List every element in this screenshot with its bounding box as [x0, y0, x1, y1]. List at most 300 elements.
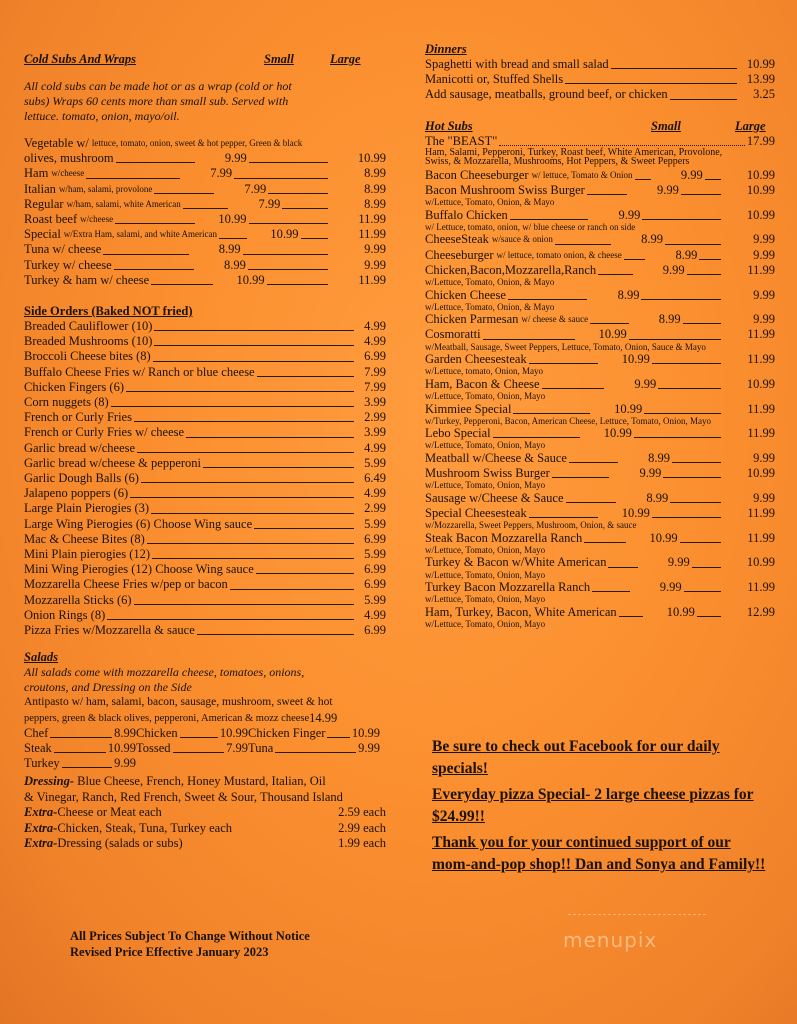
price: 11.99: [747, 580, 775, 595]
item-name: Garlic bread w/cheese: [24, 440, 136, 455]
price: 5.99: [364, 592, 386, 607]
small-price: 10.99: [598, 327, 627, 342]
item-name: Mozzarella Cheese Fries w/pep or bacon: [24, 577, 228, 592]
leader: [705, 179, 721, 180]
salad-name: Tossed: [136, 740, 171, 755]
price: 2.99: [364, 410, 386, 425]
dressing: [24, 773, 386, 805]
leader: [641, 299, 721, 300]
extra-price: 1.99 each: [338, 835, 386, 850]
note-line: lettuce. tomato, onion, mayo/oil.: [24, 109, 180, 123]
item-name: Regular: [24, 196, 64, 211]
menu-item-row: [425, 605, 775, 620]
salad-item: [24, 741, 136, 756]
sides-list: [24, 319, 386, 638]
price: 8.99: [364, 196, 387, 211]
menu-item-row: [24, 410, 386, 425]
promo-pizza: Everyday pizza Special- 2 large cheese pizzas for $24.99!!: [432, 786, 754, 825]
price: 9.99: [753, 232, 775, 247]
price: 11.99: [358, 212, 386, 227]
item-desc: w/Lettuce, Tomato, Onion, Mayo: [425, 594, 546, 605]
extra-row: [24, 805, 386, 820]
salad-price: 8.99: [114, 725, 136, 740]
menu-item-row: [24, 532, 386, 547]
menu-item-row: [24, 242, 386, 257]
menu-item-row-head: [24, 136, 386, 151]
price: 4.99: [364, 440, 386, 455]
price: 3.99: [364, 395, 386, 410]
hot-subs-list: [425, 168, 775, 630]
leader: [86, 178, 180, 179]
price: 3.99: [364, 425, 386, 440]
menu-item-row: [24, 319, 386, 334]
promo-thanks: Thank you for your continued support of our mom-and-pop shop!! Dan and Sonya and Family!!: [432, 834, 766, 873]
watermark-logo: menupix: [563, 928, 658, 952]
leader: [114, 269, 194, 270]
note-line: subs) Wraps 60 cents more than small sub. Served with: [24, 94, 289, 108]
item-name: Tuna w/ cheese: [24, 242, 102, 257]
salad-price: 10.99: [351, 725, 380, 740]
item-detail: w/ham, salami, white American: [66, 198, 181, 209]
price: 11.99: [747, 426, 776, 441]
item-desc: w/Lettuce, Tomato, Onion, Mayo: [425, 440, 546, 451]
price: 10.99: [746, 555, 776, 570]
item-name: Ham, Bacon & Cheese: [425, 376, 540, 391]
price: 4.99: [364, 486, 386, 501]
sides-title: Side Orders (Baked NOT fried): [24, 304, 193, 319]
price: 9.99: [753, 450, 775, 465]
leader: [493, 437, 580, 438]
leader: [508, 299, 588, 300]
menu-item-row: [24, 349, 386, 364]
leader: [256, 573, 354, 574]
extra-row: [24, 821, 386, 836]
extra-text: Cheese or Meat each: [57, 805, 162, 820]
item-name: Ham, Turkey, Bacon, White American: [425, 604, 617, 619]
item-detail: w/ lettuce, Tomato & Onion: [531, 169, 633, 180]
salad-name: Chicken: [136, 725, 178, 740]
price: 6.99: [364, 623, 386, 638]
item-name: Ham: [24, 166, 49, 181]
antipasto-line-1: [24, 695, 386, 710]
leader: [658, 388, 721, 389]
leader: [670, 99, 737, 100]
price: 11.99: [358, 227, 386, 242]
extras-list: [24, 805, 386, 851]
item-name: Spaghetti with bread and small salad: [425, 57, 609, 71]
small-price: 7.99: [244, 181, 267, 196]
small-price: 9.99: [639, 466, 662, 481]
item-desc: w/Lettuce, Tomato, Onion, Mayo: [425, 544, 546, 555]
item-name: Mushroom Swiss Burger: [425, 466, 550, 481]
price: 8.99: [364, 181, 387, 196]
menu-item-row: [425, 580, 775, 595]
item-desc: w/Lettuce, Tomato, Onion, Mayo: [425, 569, 546, 580]
menu-item-row: [425, 87, 775, 102]
price: 4.99: [364, 319, 386, 334]
leader: [565, 83, 737, 84]
item-name: Bacon Mushroom Swiss Burger: [425, 183, 585, 198]
salad-name: Turkey: [24, 756, 60, 771]
leader: [592, 591, 629, 592]
leader: [152, 558, 354, 559]
cold-subs-list: [24, 136, 386, 288]
item-name: Garlic Dough Balls (6): [24, 471, 139, 486]
note-line: All cold subs can be made hot or as a wrap (cold or hot: [24, 79, 292, 93]
item-name: Buffalo Cheese Fries w/ Ranch or blue cheese: [24, 364, 255, 379]
leader: [555, 244, 611, 245]
leader: [257, 376, 354, 377]
price: 11.99: [358, 272, 386, 287]
menu-item-row: [24, 593, 386, 608]
item-name: Chicken Fingers (6): [24, 379, 124, 394]
salad-price: 9.99: [358, 740, 380, 755]
item-desc: w/Lettuce, Tomato, Onion, & Mayo: [425, 301, 555, 312]
leader: [243, 254, 328, 255]
beast-name: The "BEAST": [425, 133, 498, 148]
item-desc: w/Lettuce, Tomato, Onion, Mayo: [425, 619, 546, 630]
leader: [680, 542, 721, 543]
menu-item-row: [425, 451, 775, 466]
menu-item-row: [425, 402, 775, 417]
item-detail: w/cheese: [80, 214, 114, 225]
item-name: Mini Wing Pierogies (12) Choose Wing sauce: [24, 562, 254, 577]
menu-item-row: [24, 517, 386, 532]
leader: [137, 452, 354, 453]
cold-subs-large-label: Large: [330, 52, 361, 66]
extra-label: Extra-: [24, 805, 58, 820]
leader: [681, 194, 721, 195]
menu-item-row: [425, 168, 775, 183]
menu-item-row: [425, 426, 775, 441]
leader: [151, 513, 354, 514]
leader: [154, 330, 354, 331]
cold-subs-note: [24, 79, 386, 124]
menu-item-row: [24, 182, 386, 197]
item-name: French or Curly Fries w/ cheese: [24, 425, 185, 440]
menu-item-row: [24, 197, 386, 212]
menu-item-row: [425, 466, 775, 481]
item-desc: w/Turkey, Pepperoni, Bacon, American Cheese, Lettuce, Tomato, Onion, Mayo: [425, 415, 711, 426]
item-detail: w/ lettuce, tomato onion, & cheese: [496, 249, 622, 260]
small-price: 8.99: [646, 490, 669, 505]
menu-item-row: [425, 288, 775, 303]
menu-item-row: [24, 258, 386, 273]
menu-item-row: [425, 72, 775, 87]
small-price: 8.99: [658, 312, 681, 327]
salad-grid-row: [24, 726, 386, 741]
menu-item-row: [425, 248, 775, 263]
leader: [684, 591, 721, 592]
dinners-list: [425, 57, 775, 103]
hot-subs-title: Hot Subs: [425, 118, 473, 133]
menu-item-row: [425, 555, 775, 570]
price: 6.99: [364, 349, 386, 364]
leader: [590, 323, 628, 324]
small-price: 10.99: [218, 212, 247, 227]
item-name: Roast beef: [24, 212, 78, 227]
small-price: 8.99: [223, 257, 246, 272]
leader: [50, 737, 112, 738]
menu-item-row: [24, 486, 386, 501]
item-name: Turkey Bacon Mozzarella Ranch: [425, 580, 591, 595]
leader: [611, 68, 737, 69]
small-price: 10.99: [614, 401, 643, 416]
menu-item-row: [425, 312, 775, 327]
leader: [282, 208, 328, 209]
item-name: Onion Rings (8): [24, 607, 106, 622]
item-desc: w/Lettuce, Tomato, Onion, Mayo: [425, 391, 546, 402]
item-name: Breaded Cauliflower (10): [24, 319, 153, 334]
price: 11.99: [747, 352, 776, 367]
menu-item-row: [24, 623, 386, 638]
small-price: 8.99: [648, 450, 670, 465]
item-name: Manicotti or, Stuffed Shells: [425, 72, 564, 87]
item-name: Garlic bread w/cheese & pepperoni: [24, 455, 202, 470]
price: 5.99: [364, 547, 386, 562]
item-name: Special Cheesesteak: [425, 506, 527, 521]
footer-line-2: Revised Price Effective January 2023: [70, 945, 269, 959]
leader: [483, 339, 575, 340]
right-column: [425, 42, 776, 873]
item-desc: w/Mozzarella, Sweet Peppers, Mushroom, Onion, & sauce: [425, 520, 637, 531]
item-desc: w/Meatball, Sausage, Sweet Peppers, Lettuce, Tomato, Onion, Sauce & Mayo: [425, 341, 706, 352]
leader: [566, 502, 617, 503]
leader: [569, 462, 618, 463]
price: 9.99: [364, 257, 386, 272]
item-detail: w/sauce & onion: [491, 234, 553, 245]
item-name: Mozzarella Sticks (6): [24, 592, 132, 607]
item-name: Lebo Special: [425, 426, 491, 441]
small-price: 7.99: [258, 196, 281, 211]
salad-grid-row: [24, 741, 386, 756]
leader: [134, 604, 354, 605]
salads-title: Salads: [24, 650, 59, 665]
salad-price: 9.99: [114, 756, 136, 771]
small-price: 10.99: [621, 352, 650, 367]
note-line: All salads come with mozzarella cheese, tomatoes, onions,: [24, 665, 305, 680]
leader: [154, 345, 354, 346]
leader: [529, 363, 598, 364]
item-name: Chicken Cheese: [425, 287, 506, 302]
leader: [587, 194, 627, 195]
salad-price: 10.99: [107, 740, 136, 755]
item-name: Turkey & ham w/ cheese: [24, 272, 150, 287]
item-name: Large Wing Pierogies (6) Choose Wing sauce: [24, 516, 253, 531]
leader: [154, 193, 214, 194]
menu-item-row: [425, 531, 775, 546]
leader: [510, 219, 589, 220]
salad-name: Tuna: [248, 740, 274, 755]
price: 10.99: [746, 183, 775, 198]
salad-name: Chicken Finger: [248, 725, 326, 740]
leader: [634, 437, 721, 438]
price: 10.99: [746, 207, 775, 222]
salad-item: [136, 741, 248, 756]
leader: [111, 406, 354, 407]
price: 9.99: [753, 312, 776, 327]
item-name: olives, mushroom: [24, 151, 114, 166]
price: 10.99: [746, 376, 775, 391]
footer-line-1: All Prices Subject To Change Without Notice: [70, 929, 310, 943]
leader: [499, 145, 745, 146]
item-detail: w/ham, salami, provolone: [58, 183, 153, 194]
extra-label: Extra-: [24, 835, 58, 850]
left-column: [24, 52, 386, 851]
item-name: Add sausage, meatballs, ground beef, or chicken: [425, 87, 668, 102]
leader: [134, 421, 354, 422]
small-price: 10.99: [649, 530, 678, 545]
small-price: 10.99: [236, 272, 265, 287]
leader: [183, 208, 229, 209]
item-name: Jalapeno poppers (6): [24, 486, 129, 501]
small-price: 10.99: [621, 506, 650, 521]
item-name: Garden Cheesesteak: [425, 352, 527, 367]
leader: [301, 238, 329, 239]
small-price: 9.99: [662, 262, 685, 277]
note-line: croutons, and Dressing on the Side: [24, 680, 192, 695]
menu-item-row: [24, 212, 386, 227]
item-name: Turkey w/ cheese: [24, 257, 112, 272]
small-price: 9.99: [667, 555, 690, 570]
leader: [635, 179, 651, 180]
leader: [234, 178, 328, 179]
menu-item-row: [24, 456, 386, 471]
price: 11.99: [747, 401, 775, 416]
small-price: 7.99: [210, 166, 233, 181]
item-name: Steak Bacon Mozzarella Ranch: [425, 530, 583, 545]
leader: [327, 737, 349, 738]
extra-row: [24, 836, 386, 851]
leader: [629, 339, 721, 340]
leader: [130, 497, 354, 498]
beast-desc-2: Swiss, & Mozzarella, Mushrooms, Hot Peppers, & Sweet Peppers: [425, 156, 690, 168]
price: 7.99: [364, 379, 386, 394]
small-price: 8.99: [617, 287, 640, 302]
salad-name: Chef: [24, 725, 49, 740]
footer: [70, 928, 310, 960]
item-desc: w/Lettuce, Tomato, Onion, & Mayo: [425, 277, 555, 288]
item-name: Breaded Mushrooms (10): [24, 334, 153, 349]
beast-desc: Ham, Salami, Pepperoni, Turkey, Roast beef, White American, Provolone,: [425, 146, 723, 158]
salad-item: [248, 726, 380, 741]
antipasto-text-2: peppers, green & black olives, pepperoni, American & mozz cheese: [24, 712, 310, 724]
leader: [203, 467, 354, 468]
menu-item-row: [425, 491, 775, 506]
menu-item-row: [24, 562, 386, 577]
small-price: 9.99: [657, 183, 679, 198]
leader: [692, 567, 721, 568]
menu-item-row: [425, 208, 775, 223]
menu-item-row: [24, 425, 386, 440]
small-price: 9.99: [680, 167, 703, 182]
small-price: 10.99: [603, 426, 632, 441]
promo-facebook: Be sure to check out Facebook for our daily specials!: [432, 738, 720, 777]
item-name: Broccoli Cheese bites (8): [24, 349, 151, 364]
price: 5.99: [364, 516, 386, 531]
leader: [54, 752, 106, 753]
leader: [642, 219, 721, 220]
item-name: Meatball w/Cheese & Sauce: [425, 450, 567, 465]
menu-item-row: [425, 183, 775, 198]
salad-price: 10.99: [219, 725, 248, 740]
dinners-title: Dinners: [425, 42, 467, 56]
price: 6.49: [364, 471, 386, 486]
cold-subs-header: [24, 52, 386, 67]
hot-subs-header: [425, 119, 775, 134]
leader: [268, 193, 328, 194]
leader: [598, 274, 632, 275]
leader: [230, 589, 354, 590]
leader: [697, 616, 721, 617]
leader: [147, 543, 354, 544]
leader: [116, 162, 195, 163]
leader: [513, 413, 590, 414]
menu-item-row: [24, 441, 386, 456]
extra-text: Dressing (salads or subs): [57, 835, 183, 850]
salad-item: [24, 756, 136, 771]
item-name: Bacon Cheeseburger: [425, 167, 529, 182]
promos: [432, 736, 772, 880]
leader: [683, 323, 721, 324]
item-name: Cheeseburger: [425, 247, 494, 262]
price: 7.99: [364, 364, 386, 379]
menu-item-row: [24, 547, 386, 562]
item-name: Mini Plain pierogies (12): [24, 547, 151, 562]
small-price: 10.99: [666, 604, 695, 619]
leader: [529, 517, 598, 518]
leader: [153, 361, 354, 362]
item-name: French or Curly Fries: [24, 410, 132, 425]
leader: [663, 477, 721, 478]
item-name: Vegetable w/: [24, 136, 89, 150]
cold-subs-title: Cold Subs And Wraps: [24, 52, 136, 66]
leader: [584, 542, 625, 543]
price: 9.99: [753, 490, 776, 505]
leader: [552, 477, 610, 478]
item-desc: w/Lettuce, Tomato, Onion, & Mayo: [425, 197, 555, 208]
beast-price: 17.99: [746, 133, 775, 148]
leader: [699, 259, 721, 260]
item-name: Special: [24, 227, 61, 242]
extra-text: Chicken, Steak, Tuna, Turkey each: [57, 820, 232, 835]
price: 6.99: [364, 531, 386, 546]
salad-grid: [24, 726, 386, 772]
leader: [249, 223, 328, 224]
item-name: Cosmoratti: [425, 327, 481, 342]
menu-item-row: [24, 577, 386, 592]
leader: [248, 269, 328, 270]
leader: [267, 284, 328, 285]
item-desc: w/Lettuce, tomato, Onion, Mayo: [425, 366, 543, 377]
salad-item: [248, 741, 380, 756]
small-price: 9.99: [634, 376, 657, 391]
salad-name: Steak: [24, 740, 52, 755]
menu-item-row: [24, 227, 386, 242]
item-name: Mac & Cheese Bites (8): [24, 531, 145, 546]
item-detail: w/ cheese & sauce: [521, 314, 589, 325]
menu-item-row: [24, 365, 386, 380]
price: 4.99: [364, 334, 386, 349]
leader: [670, 502, 721, 503]
leader: [173, 752, 225, 753]
leader: [608, 567, 637, 568]
price: 11.99: [747, 327, 775, 342]
menu-item-row: [425, 57, 775, 72]
price: 12.99: [746, 604, 776, 619]
price: 10.99: [357, 151, 386, 166]
leader: [687, 274, 721, 275]
